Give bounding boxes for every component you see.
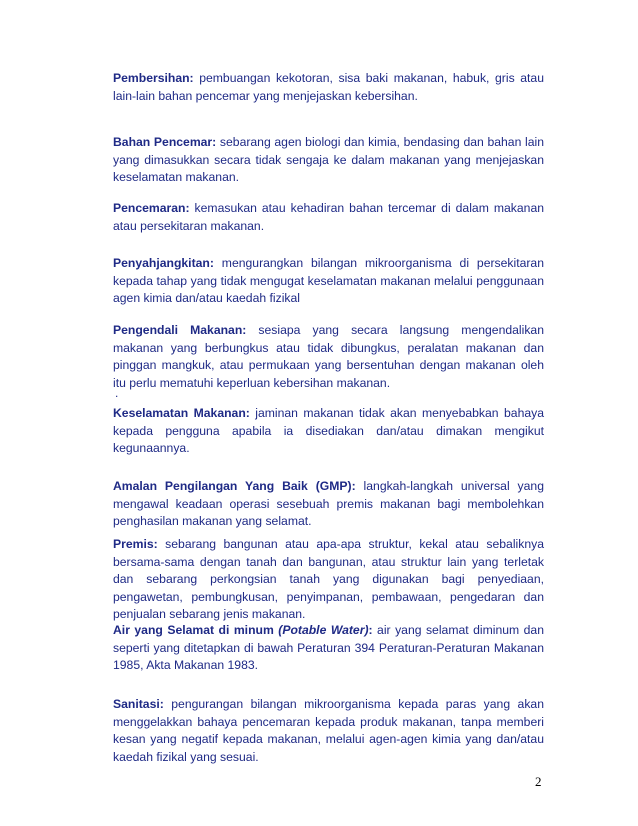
definition-text: mengurangkan bilangan mikroorganisma di persekitaran kepada tahap yang tidak mengugat keselamatan makanan melalui penggunaan agen kimia dan/atau kaedah fizikal xyxy=(113,256,544,306)
separator-dot: . xyxy=(115,386,119,400)
term-label: Penyahjangkitan: xyxy=(113,256,214,270)
definition-text: air yang selamat diminum dan seperti yang ditetapkan di bawah Peraturan 394 Peraturan-Peraturan Makanan 1985, Akta Makanan 1983. xyxy=(113,623,544,673)
page-number: 2 xyxy=(535,774,542,789)
definition-gmp xyxy=(113,478,544,531)
definition-text: pembuangan kekotoran, sisa baki makanan, habuk, gris atau lain-lain bahan pencemar yang menjejaskan kebersihan. xyxy=(113,71,544,103)
term-label: Pengendali Makanan: xyxy=(113,323,247,337)
definition-text: sebarang agen biologi dan kimia, bendasing dan bahan lain yang dimasukkan secara tidak sengaja ke dalam makanan yang menjejaskan keselamatan makanan. xyxy=(113,135,545,185)
definition-sanitasi xyxy=(113,696,544,766)
definition-keselamatan-makanan xyxy=(113,405,544,458)
definition-air-selamat xyxy=(113,622,544,675)
definition-text: pengurangan bilangan mikroorganisma kepada paras yang akan menggelakkan bahaya pencemaran kepada produk makanan, tanpa memberi kesan yang negatif kepada makanan, melalui agen-agen kimia yang dan/atau kaedah fizikal yang sesuai. xyxy=(113,697,544,764)
definition-text: jaminan makanan tidak akan menyebabkan bahaya kepada pengguna apabila ia disediakan dan/atau dimakan mengikut kegunaannya. xyxy=(113,406,544,456)
definition-text: sesiapa yang secara langsung mengendalikan makanan yang berbungkus atau tidak dibungkus, peralatan makanan dan pinggan mangkuk, atau permukaan yang bersentuhan dengan makanan oleh itu perlu mematuhi keperluan kebersihan makanan. xyxy=(113,323,544,390)
definition-premis xyxy=(113,536,544,624)
definition-pengendali-makanan xyxy=(113,322,544,392)
term-label: Pencemaran: xyxy=(113,201,190,215)
definition-text: kemasukan atau kehadiran bahan tercemar di dalam makanan atau persekitaran makanan. xyxy=(113,201,544,233)
term-label: Keselamatan Makanan: xyxy=(113,406,250,420)
term-colon: : xyxy=(368,623,373,637)
term-text: Air yang Selamat di minum xyxy=(113,623,279,637)
term-label: Premis: xyxy=(113,537,158,551)
term-label: Bahan Pencemar: xyxy=(113,135,217,149)
definition-pencemaran xyxy=(113,200,544,235)
term-label: Sanitasi: xyxy=(113,697,164,711)
definition-text: sebarang bangunan atau apa-apa struktur, kekal atau sebaliknya bersama-sama dengan tanah dan bangunan, atau struktur lain yang terletak dan sebarang perkongsian tanah yang digunakan bagi penyediaan, pengawetan, pembungkusan, penyimpanan, pembawaan, pengedaran dan penjualan sebarang jenis makanan. xyxy=(113,537,544,622)
term-label xyxy=(113,623,373,637)
term-label: Pembersihan: xyxy=(113,71,194,85)
term-italic-text: (Potable Water) xyxy=(278,623,369,637)
definition-bahan-pencemar xyxy=(113,134,544,187)
term-label: Amalan Pengilangan Yang Baik (GMP): xyxy=(113,479,356,493)
definition-pembersihan xyxy=(113,70,544,105)
definition-penyahjangkitan xyxy=(113,255,544,308)
definition-text: langkah-langkah universal yang mengawal keadaan operasi sesebuah premis makanan bagi membolehkan penghasilan makanan yang selamat. xyxy=(113,479,544,529)
